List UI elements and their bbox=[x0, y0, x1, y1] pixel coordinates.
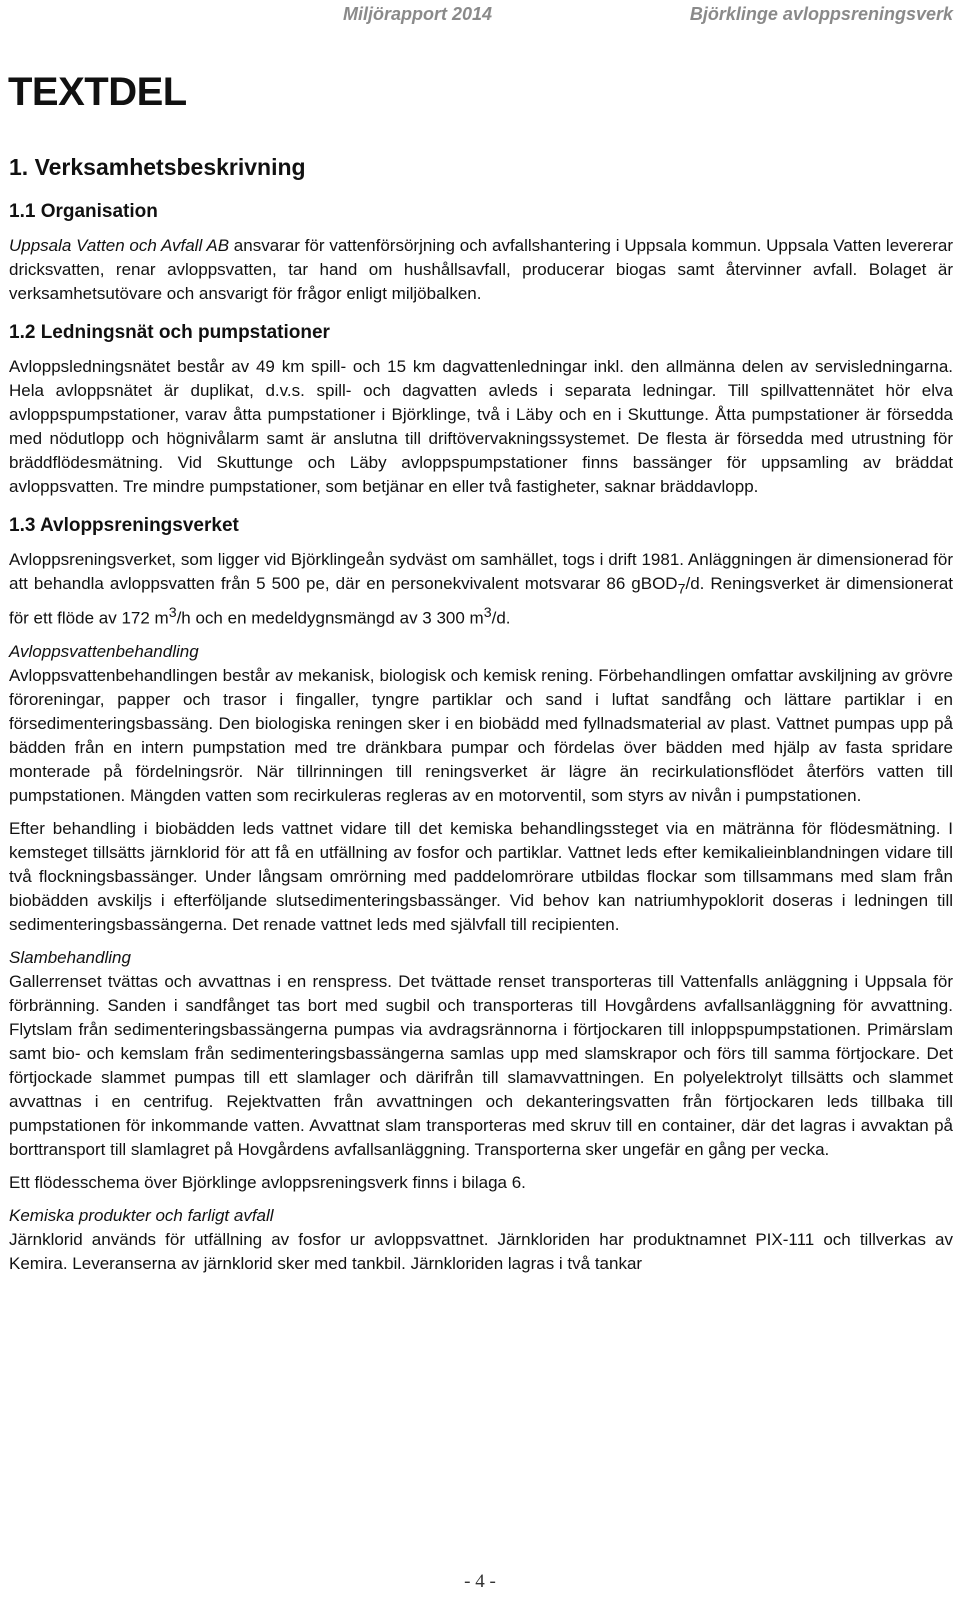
ledningsnat-paragraph: Avloppsledningsnätet består av 49 km spill- och 15 km dagvattenledningar inkl. den allmänna delen av servisledningarna. Hela avloppsnätet är duplikat, d.v.s. spill- och dagvatten avleds i separata ledningar. Till spillvattennätet hör elva avloppspumpstationer, varav åtta pumpstationer i Björklinge, två i Läby och en i Skuttunge. Åtta pumpstationer är försedda med nödutlopp och högnivålarm samt är anslutna till driftövervakningssystemet. De flesta är försedda med utrustning för bräddflödesmätning. Vid Skuttunge och Läby avloppspumpstationer finns bassänger för uppsamling av bräddat avloppsvatten. Tre mindre pumpstationer, som betjänar en eller två fastigheter, saknar bräddavlopp. bbox=[9, 357, 953, 496]
company-name: Uppsala Vatten och Avfall AB bbox=[9, 236, 230, 255]
page-number: - 4 - bbox=[464, 1571, 496, 1592]
avloppsvattenbehandling-paragraph-1: Avloppsvattenbehandlingen består av mekanisk, biologisk och kemisk rening. Förbehandlingen omfattar avskiljning av grövre föroreningar, papper och trasor i fingaller, tyngre partiklar och sand i luftat sandfång och lättare partiklar i en försedimenteringsbassäng. Den biologiska reningen sker i en biobädd med fyllnadsmaterial av plast. Vattnet pumpas upp på bädden från en intern pumpstation med tre dränkbara pumpar och fördelas över bädden med hjälp av fasta spridare monterade på fördelningsrör. När tillrinningen till reningsverket är lägre än recirkulationsflödet återförs vatten till pumpstationen. Mängden vatten som recirkuleras regleras av en motorventil, som styrs av nivån i pumpstationen. bbox=[9, 666, 953, 806]
section-heading-verksamhetsbeskrivning: 1. Verksamhetsbeskrivning bbox=[9, 154, 306, 180]
slambehandling-paragraph-1: Gallerrenset tvättas och avvattnas i en renspress. Det tvättade renset transporteras till Vattenfalls anläggning i Uppsala för förbränning. Sanden i sandfånget tas bort med sugbil och transporteras till Hovgårdens avfallsanläggning för avvattning. Flytslam från sedimenteringsbassängerna pumpas via avdragsrännorna i förtjockaren till inloppspumpstationen. Primärslam samt bio- och kemslam från sedimenteringsbassängerna samlas upp med slamskrapor och förs till samma förtjockare. Det förtjockade slammet pumpas till ett slamlager och därifrån till slamavvattningen. En polyelektrolyt tillsätts och slammet avvattnas i en centrifug. Rejektvatten från avvattningen och dekanteringsvatten från förtjockaren leds tillbaka till pumpstationen för inkommande vatten. Avvattnat slam transporteras med skruv till en container, där det lagras i avvaktan på borttransport till slamlagret på Hovgårdens avfallsanläggning. Transporterna sker ungefär en gång per vecka. bbox=[9, 972, 953, 1160]
section-heading-avloppsreningsverket: 1.3 Avloppsreningsverket bbox=[9, 515, 239, 536]
main-content bbox=[9, 152, 953, 1285]
subheading-kemiska-produkter: Kemiska produkter och farligt avfall bbox=[9, 1206, 274, 1226]
running-header bbox=[343, 4, 953, 32]
document-title: TEXTDEL bbox=[8, 70, 187, 114]
organisation-paragraph: Uppsala Vatten och Avfall AB ansvarar för vattenförsörjning och avfallshantering i Uppsala kommun. Uppsala Vatten levererar dricksvatten, renar avloppsvatten, tar hand om hushållsavfall, producerar biogas samt återvinner avfall. Bolaget är verksamhetsutövare och ansvarigt för frågor enligt miljöbalken. bbox=[9, 236, 954, 303]
subheading-avloppsvattenbehandling: Avloppsvattenbehandling bbox=[9, 642, 199, 662]
avloppsvattenbehandling-paragraph-2: Efter behandling i biobädden leds vattnet vidare till det kemiska behandlingssteget via en mätränna för flödesmätning. I kemsteget tillsätts järnklorid för att få en utfällning av fosfor och partiklar. Vattnet leds efter kemikalieinblandningen vidare till två flockningsbassänger. Under långsam omrörning med paddelomrörare utbildas flockar som tillsammans med slam från biobädden avskiljs i efterföljande slutsedimenteringsbassänger. Vid behov kan natriumhypoklorit doseras i ledningen till sedimenteringsbassängerna. Det renade vattnet leds med självfall till recipienten. bbox=[9, 819, 953, 935]
section-heading-ledningsnat: 1.2 Ledningsnät och pumpstationer bbox=[9, 322, 330, 343]
slambehandling-paragraph-2: Ett flödesschema över Björklinge avloppsreningsverk finns i bilaga 6. bbox=[9, 1173, 526, 1193]
subheading-slambehandling: Slambehandling bbox=[9, 948, 131, 968]
kemiska-produkter-paragraph: Järnklorid används för utfällning av fosfor ur avloppsvattnet. Järnkloriden har produktnamnet PIX-111 och tillverkas av Kemira. Leveranserna av järnklorid sker med tankbil. Järnkloriden lagras i två tankar bbox=[9, 1230, 953, 1274]
section-heading-organisation: 1.1 Organisation bbox=[9, 201, 158, 222]
header-report-title: Miljörapport 2014 bbox=[343, 4, 493, 24]
header-facility-name: Björklinge avloppsreningsverk bbox=[689, 4, 953, 24]
avloppsreningsverket-paragraph: Avloppsreningsverket, som ligger vid Björklingeån sydväst om samhället, togs i drift 1981. Anläggningen är dimensionerad för att behandla avloppsvatten från 5 500 pe, där en personekvivalent motsvarar 86 gBOD$_7$/d. Reningsverket är dimensionerat för ett flöde av 172 $m^3/h$ och en medeldygnsmängd av 3 300 $m^3/d$. bbox=[9, 550, 953, 629]
